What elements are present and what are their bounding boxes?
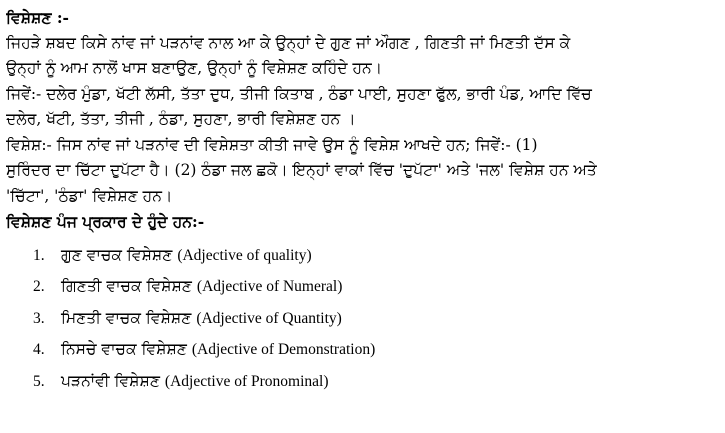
list-item <box>33 240 717 272</box>
paragraph-line: ਉਨ੍ਹਾਂ ਨੂੰ ਆਮ ਨਾਲੋਂ ਖਾਸ ਬਣਾਉਣ, ਉਨ੍ਹਾਂ ਨੂੰ ਵਿਸ਼ੇਸ਼ਣ ਕਹਿੰਦੇ ਹਨ। <box>6 59 383 77</box>
type-name-english: (Adjective of Demonstration) <box>191 341 376 358</box>
list-number: 1. <box>33 246 45 264</box>
list-number: 3. <box>33 309 45 327</box>
paragraph-line: ਵਿਸ਼ੇਸ਼:- ਜਿਸ ਨਾਂਵ ਜਾਂ ਪੜਨਾਂਵ ਦੀ ਵਿਸ਼ੇਸ਼ਤਾ ਕੀਤੀ ਜਾਵੇ ਉਸ ਨੂੰ ਵਿਸ਼ੇਸ਼ ਆਖਦੇ ਹਨ; ਜਿਵੇਂ:- (1) <box>6 135 538 154</box>
list-item <box>33 271 717 303</box>
list-number: 4. <box>33 341 45 358</box>
examples-paragraph <box>6 82 717 133</box>
document <box>6 5 717 397</box>
list-number: 2. <box>33 278 45 295</box>
document-title: ਵਿਸ਼ੇਸ਼ਣ :- <box>6 8 69 27</box>
adjective-types-list <box>33 240 717 398</box>
list-number: 5. <box>33 372 45 390</box>
paragraph-line: ਜਿਵੇਂ:- ਦਲੇਰ ਮੁੰਡਾ, ਖੱਟੀ ਲੱਸੀ, ਤੱਤਾ ਦੁਧ, ਤੀਜੀ ਕਿਤਾਬ , ਠੰਡਾ ਪਾਈ, ਸੁਹਣਾ ਫੁੱਲ, ਭਾਰੀ ਪੰਡ, ਆਦਿ ਵਿੱਚ <box>6 84 592 103</box>
paragraph-line: ਦਲੇਰ, ਖੱਟੀ, ਤੱਤਾ, ਤੀਜੀ , ਠੰਡਾ, ਸੁਹਣਾ, ਭਾਰੀ ਵਿਸ਼ੇਸ਼ਣ ਹਨ । <box>6 110 356 128</box>
paragraph-line: 'ਚਿੱਟਾ', 'ਠੰਡਾ' ਵਿਸ਼ੇਸ਼ਣ ਹਨ। <box>6 186 173 205</box>
paragraph-line: ਸੁਰਿੰਦਰ ਦਾ ਚਿੱਟਾ ਦੁਪੱਟਾ ਹੈ। (2) ਠੰਡਾ ਜਲ ਛਕੋ। ਇਨ੍ਹਾਂ ਵਾਕਾਂ ਵਿੱਚ 'ਦੁਪੱਟਾ' ਅਤੇ 'ਜਲ' ਵਿਸ਼ੇਸ਼ ਹਨ ਅਤੇ <box>6 161 597 179</box>
definition-paragraph <box>6 31 717 82</box>
list-item <box>33 366 717 398</box>
type-name-punjabi: ਗਿਣਤੀ ਵਾਚਕ ਵਿਸ਼ੇਸ਼ਣ <box>61 277 192 295</box>
paragraph-line: ਜਿਹੜੇ ਸ਼ਬਦ ਕਿਸੇ ਨਾਂਵ ਜਾਂ ਪੜਨਾਂਵ ਨਾਲ ਆ ਕੇ ਉਨ੍ਹਾਂ ਦੇ ਗੁਣ ਜਾਂ ਔਗਣ , ਗਿਣਤੀ ਜਾਂ ਮਿਣਤੀ ਦੱਸ ਕੇ <box>6 33 571 52</box>
types-heading: ਵਿਸ਼ੇਸ਼ਣ ਪੰਜ ਪ੍ਰਕਾਰ ਦੇ ਹੁੰਦੇ ਹਨ:- <box>6 212 205 231</box>
type-name-punjabi: ਮਿਣਤੀ ਵਾਚਕ ਵਿਸ਼ੇਸ਼ਣ <box>61 308 192 327</box>
type-name-english: (Adjective of Quantity) <box>196 309 342 327</box>
type-name-punjabi: ਪੜਨਾਂਵੀ ਵਿਸ਼ੇਸ਼ਣ <box>61 371 160 390</box>
list-item <box>33 334 717 366</box>
type-name-punjabi: ਨਿਸਚੇ ਵਾਚਕ ਵਿਸ਼ੇਸ਼ਣ <box>61 340 187 358</box>
type-name-english: (Adjective of Numeral) <box>196 278 343 295</box>
vishesh-paragraph <box>6 133 717 210</box>
type-name-punjabi: ਗੁਣ ਵਾਚਕ ਵਿਸ਼ੇਸ਼ਣ <box>61 245 173 264</box>
list-item <box>33 303 717 335</box>
type-name-english: (Adjective of Pronominal) <box>164 372 329 390</box>
type-name-english: (Adjective of quality) <box>177 246 312 264</box>
